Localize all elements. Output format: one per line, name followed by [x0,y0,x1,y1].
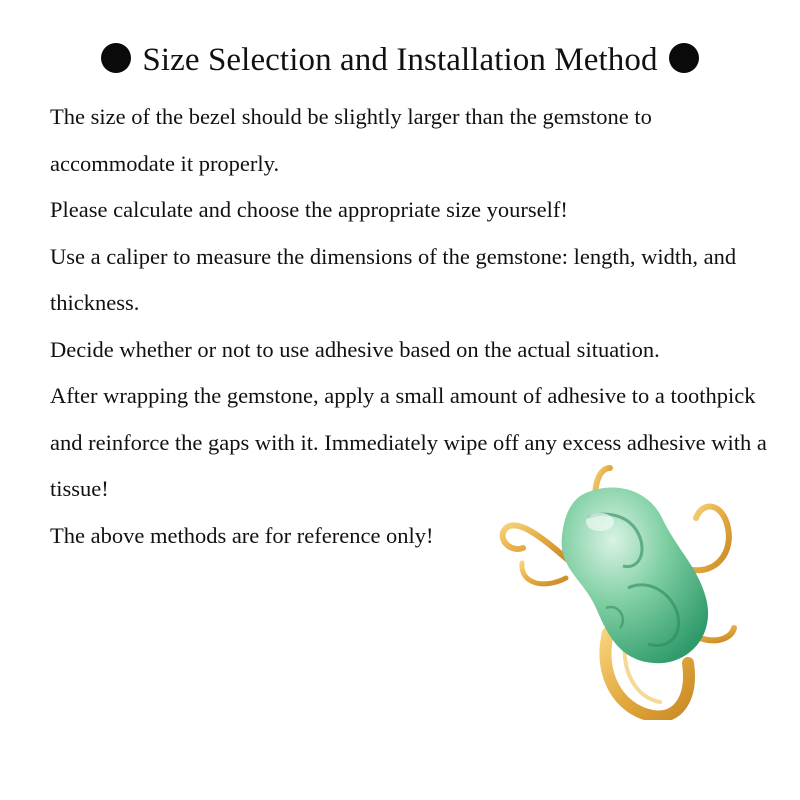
instruction-paragraph: The size of the bezel should be slightly larger than the gemstone to accommodate it properly. [50,104,652,176]
bullet-dot-icon [101,43,131,73]
page-title [0,36,800,84]
jade-ring-image [488,458,750,720]
bullet-dot-icon [669,43,699,73]
title-text: Size Selection and Installation Method [142,42,658,78]
instruction-paragraph: The above methods are for reference only! [50,522,434,548]
instruction-paragraph: After wrapping the gemstone, apply a small amount of adhesive to a toothpick and reinforce the gaps with it. Immediately wipe off any excess adhesive with a tissue! [50,383,767,501]
instruction-paragraph: Decide whether or not to use adhesive based on the actual situation. [50,336,660,362]
instruction-paragraph: Please calculate and choose the appropriate size yourself! [50,197,568,222]
instruction-paragraph: Use a caliper to measure the dimensions of the gemstone: length, width, and thickness. [50,243,737,315]
